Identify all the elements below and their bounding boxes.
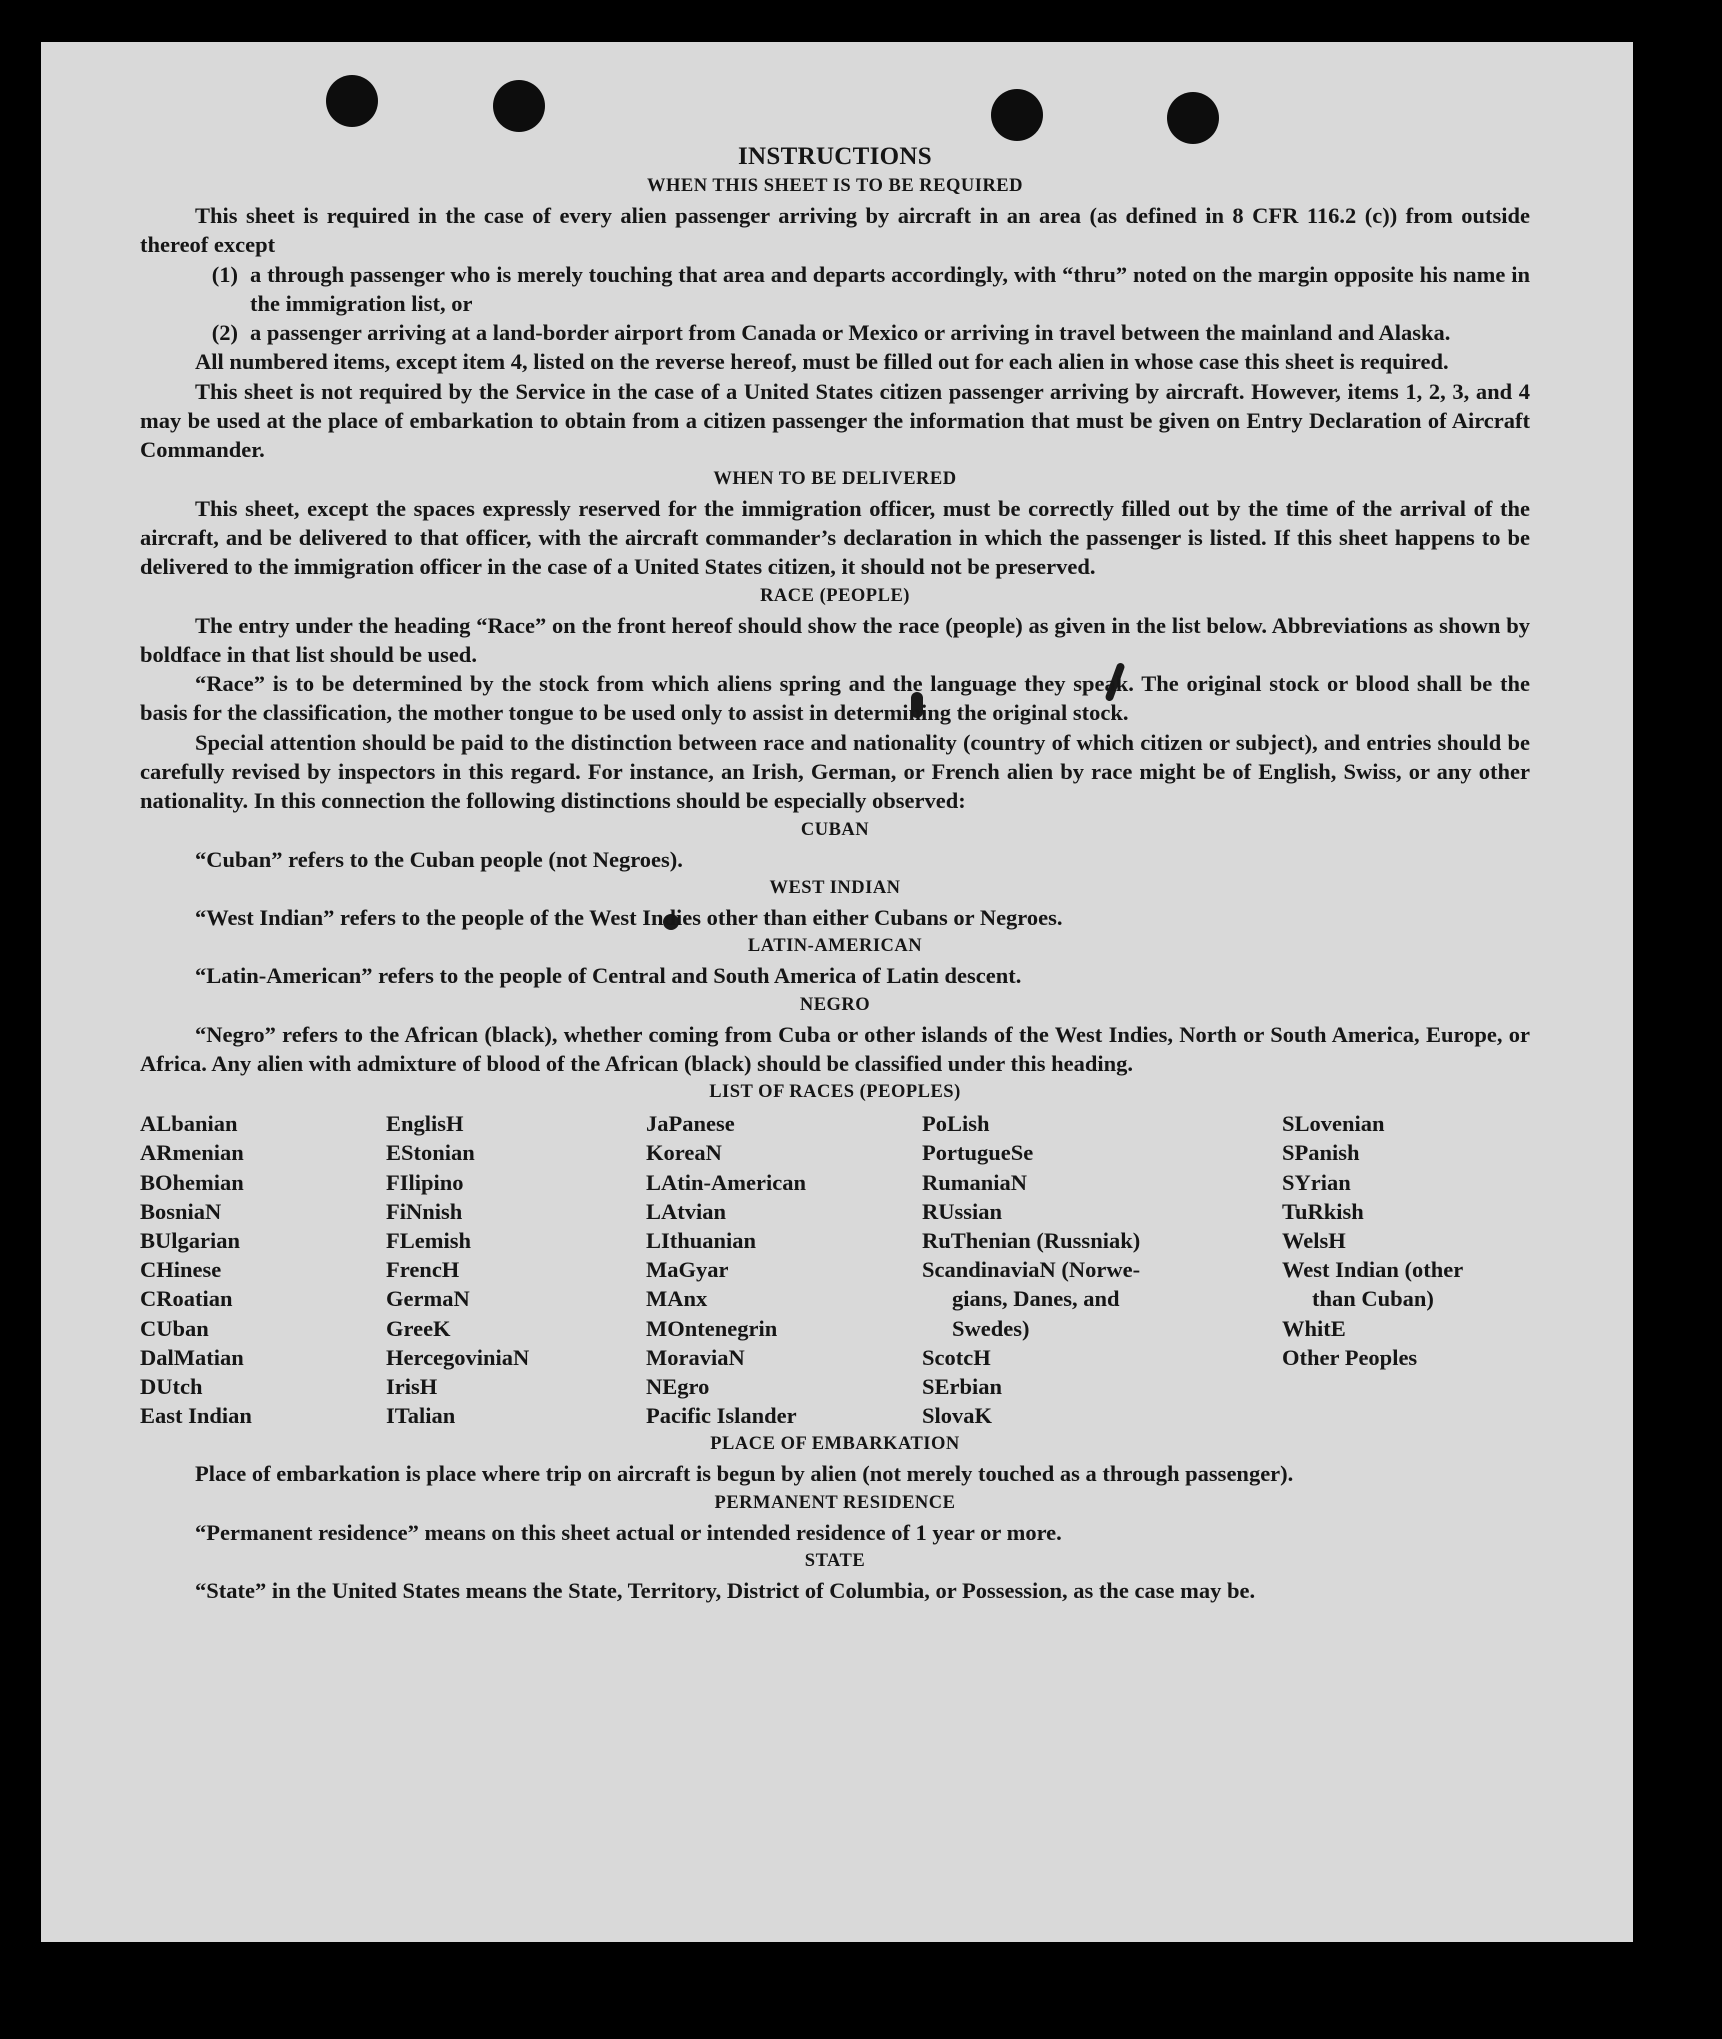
race-item: FIlipino	[386, 1169, 464, 1195]
races-column-2	[386, 1109, 646, 1430]
race-item: RuThenian (Russniak)	[922, 1227, 1141, 1253]
race-item: MOntenegrin	[646, 1315, 778, 1341]
race-item: ARmenian	[140, 1140, 244, 1166]
race-paragraph: “Race” is to be determined by the stock from which aliens spring and the language they speak. The original stock or blood shall be the basis for the classification, the mother tongue to be used only to assist in determining the original stock.	[140, 671, 1530, 726]
race-item: RUssian	[922, 1198, 1003, 1224]
race-item: DalMatian	[140, 1344, 244, 1370]
race-item: LIthuanian	[646, 1227, 757, 1253]
race-paragraph: Special attention should be paid to the distinction between race and nationality (country of which citizen or subject), and entries should be carefully revised by inspectors in this regard. For instance, an Irish, German, or French alien by race might be of English, Swiss, or any other nationality. In this connection the following distinctions should be especially observed:	[140, 729, 1530, 814]
west-indian-text: “West Indian” refers to the people of the West Indies other than either Cubans or Negroes.	[195, 904, 1063, 930]
race-item: LAtin-American	[646, 1169, 806, 1195]
race-item: MoraviaN	[646, 1344, 745, 1370]
punch-hole	[326, 75, 378, 127]
race-item: NEgro	[646, 1373, 710, 1399]
races-list	[140, 1109, 1530, 1430]
when-required-paragraph: All numbered items, except item 4, listed on the reverse hereof, must be filled out for each alien in whose case this sheet is required.	[195, 349, 1449, 375]
race-item: SLovenian	[1282, 1111, 1385, 1137]
race-item: West Indian (other	[1282, 1257, 1464, 1283]
race-item: EStonian	[386, 1140, 475, 1166]
residence-text: “Permanent residence” means on this sheet actual or intended residence of 1 year or more.	[195, 1519, 1062, 1545]
section-heading-when-required: WHEN THIS SHEET IS TO BE REQUIRED	[646, 176, 1024, 196]
instructions-body	[140, 142, 1530, 1605]
race-item: GermaN	[386, 1286, 470, 1312]
race-item: BUlgarian	[140, 1227, 241, 1253]
race-item: TuRkish	[1282, 1198, 1364, 1224]
race-paragraph: The entry under the heading “Race” on the front hereof should show the race (people) as given in the list below. Abbreviations as shown by boldface in that list should be used.	[140, 612, 1530, 667]
section-heading-residence: PERMANENT RESIDENCE	[714, 1492, 956, 1513]
race-item: CRoatian	[140, 1286, 233, 1312]
race-item: JaPanese	[646, 1111, 735, 1137]
exception-number: (1)	[211, 261, 238, 287]
cuban-text: “Cuban” refers to the Cuban people (not Negroes).	[195, 846, 683, 872]
race-item: EnglisH	[386, 1111, 464, 1137]
when-required-intro: This sheet is required in the case of every alien passenger arriving by aircraft in an area (as defined in 8 CFR 116.2 (c)) from outside thereof except	[140, 203, 1530, 258]
race-item: WhitE	[1282, 1315, 1346, 1341]
punch-hole	[493, 80, 545, 132]
punch-hole	[991, 89, 1043, 141]
race-item: DUtch	[140, 1373, 203, 1399]
section-heading-embarkation: PLACE OF EMBARKATION	[710, 1434, 960, 1455]
race-item: FrencH	[386, 1257, 460, 1283]
races-column-1	[140, 1109, 386, 1430]
state-text: “State” in the United States means the State, Territory, District of Columbia, or Possession, as the case may be.	[195, 1577, 1256, 1603]
race-item: RumaniaN	[922, 1169, 1028, 1195]
document-page	[41, 42, 1633, 1942]
exception-item	[140, 260, 1530, 319]
race-item: GreeK	[386, 1315, 451, 1341]
section-heading-negro: NEGRO	[799, 994, 871, 1015]
race-item: ITalian	[386, 1403, 456, 1429]
race-item: SPanish	[1282, 1140, 1360, 1166]
race-item: KoreaN	[646, 1140, 722, 1166]
embarkation-text: Place of embarkation is place where trip on aircraft is begun by alien (not merely touched as a through passenger).	[195, 1461, 1294, 1487]
punch-hole	[1167, 92, 1219, 144]
race-item: ScandinaviaN (Norwe-	[922, 1257, 1141, 1283]
race-item: Other Peoples	[1282, 1344, 1418, 1370]
exception-text: a passenger arriving at a land-border airport from Canada or Mexico or arriving in travel between the mainland and Alaska.	[250, 320, 1451, 346]
races-column-4	[922, 1109, 1282, 1430]
race-item: East Indian	[140, 1403, 252, 1429]
races-column-3	[646, 1109, 922, 1430]
when-delivered-text: This sheet, except the spaces expressly reserved for the immigration officer, must be correctly filled out by the time of the arrival of the aircraft, and be delivered to that officer, with the aircraft commander’s declaration in which the passenger is listed. If this sheet happens to be delivered to the immigration officer in the case of a United States citizen, it should not be preserved.	[140, 495, 1530, 580]
page-title: INSTRUCTIONS	[738, 143, 932, 170]
race-item: HercegoviniaN	[386, 1344, 530, 1370]
race-item: SYrian	[1282, 1169, 1351, 1195]
race-item: FLemish	[386, 1227, 472, 1253]
race-item: BOhemian	[140, 1169, 244, 1195]
race-item: PortugueSe	[922, 1140, 1034, 1166]
section-heading-west-indian: WEST INDIAN	[769, 877, 901, 898]
race-item: Pacific Islander	[646, 1403, 797, 1429]
race-item-continued: Swedes)	[952, 1315, 1030, 1341]
race-item: CUban	[140, 1315, 209, 1341]
race-item-continued: than Cuban)	[1312, 1286, 1434, 1312]
race-item: IrisH	[386, 1373, 438, 1399]
section-heading-cuban: CUBAN	[800, 819, 870, 840]
section-heading-when-delivered: WHEN TO BE DELIVERED	[713, 468, 957, 489]
race-item: CHinese	[140, 1257, 222, 1283]
race-item: ALbanian	[140, 1111, 238, 1137]
exception-text: a through passenger who is merely touching that area and departs accordingly, with “thru” noted on the margin opposite his name in the immigration list, or	[250, 261, 1530, 316]
section-heading-state: STATE	[804, 1550, 866, 1571]
race-item: PoLish	[922, 1111, 990, 1137]
exception-number: (2)	[211, 320, 238, 346]
negro-text: “Negro” refers to the African (black), whether coming from Cuba or other islands of the West Indies, North or South America, Europe, or Africa. Any alien with admixture of blood of the African (black) should be classified under this heading.	[140, 1021, 1530, 1076]
race-item: FiNnish	[386, 1198, 463, 1224]
race-item: WelsH	[1282, 1227, 1346, 1253]
race-item: ScotcH	[922, 1344, 991, 1370]
when-required-paragraph: This sheet is not required by the Service in the case of a United States citizen passenger arriving by aircraft. However, items 1, 2, 3, and 4 may be used at the place of embarkation to obtain from a citizen passenger the information that must be given on Entry Declaration of Aircraft Commander.	[140, 378, 1530, 463]
race-item: MaGyar	[646, 1257, 729, 1283]
race-item-continued: gians, Danes, and	[952, 1286, 1120, 1312]
section-heading-latin-american: LATIN-AMERICAN	[747, 936, 923, 957]
races-column-5	[1282, 1109, 1530, 1430]
race-item: MAnx	[646, 1286, 708, 1312]
race-item: BosniaN	[140, 1198, 222, 1224]
race-item: SlovaK	[922, 1403, 993, 1429]
race-item: SErbian	[922, 1373, 1003, 1399]
section-heading-race: RACE (PEOPLE)	[760, 585, 910, 606]
exception-item	[140, 318, 1530, 347]
section-heading-races-list: LIST OF RACES (PEOPLES)	[709, 1082, 961, 1103]
latin-american-text: “Latin-American” refers to the people of Central and South America of Latin descent.	[195, 963, 1022, 989]
race-item: LAtvian	[646, 1198, 727, 1224]
